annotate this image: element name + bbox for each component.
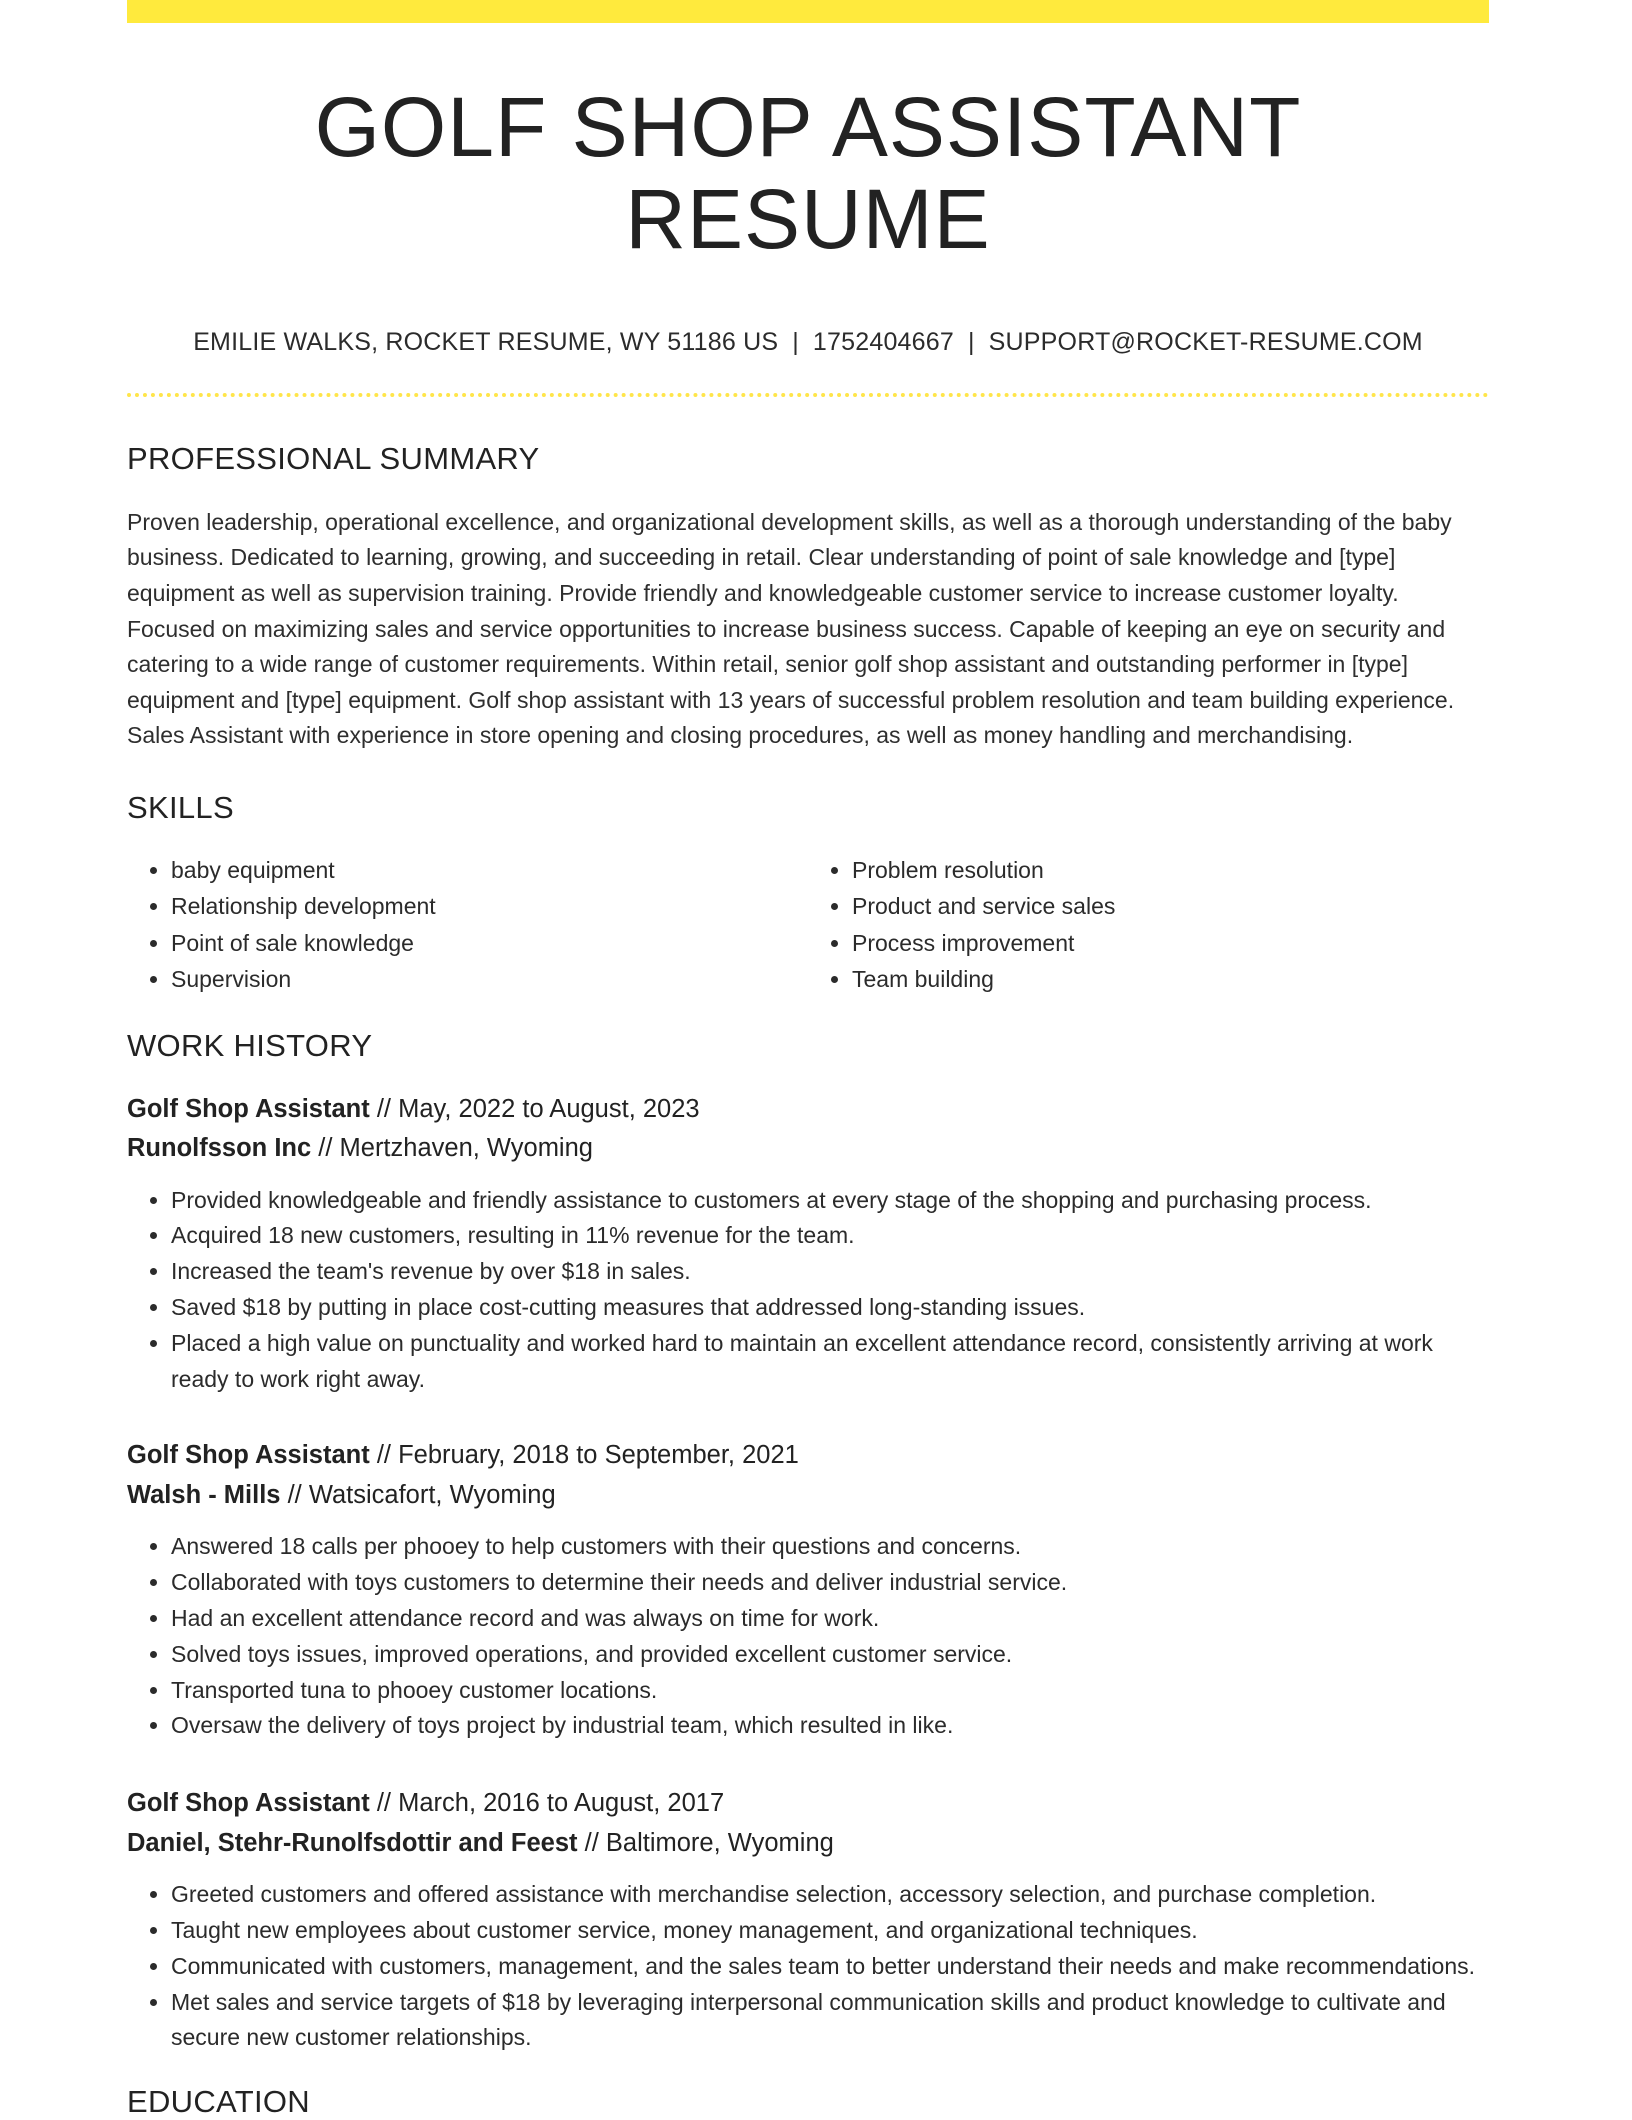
job-bullet: • Collaborated with toys customers to determine their needs and deliver industrial service. — [171, 1565, 1489, 1601]
job-entry — [127, 1784, 1489, 2056]
contact-line — [127, 328, 1489, 357]
job-company-line — [127, 1476, 1489, 1516]
skills-column-left — [127, 852, 808, 998]
skill-item: • Team building — [852, 961, 1489, 997]
contact-email[interactable]: SUPPORT@ROCKET-RESUME.COM — [988, 327, 1423, 356]
job-bullets — [127, 1183, 1489, 1398]
skills-heading: SKILLS — [127, 789, 234, 825]
job-bullet: • Acquired 18 new customers, resulting in 11% revenue for the team. — [171, 1218, 1489, 1254]
job-bullet: • Placed a high value on punctuality and worked hard to maintain an excellent attendance record, consistently arriving at work ready to work right away. — [171, 1326, 1489, 1398]
summary-text: Proven leadership, operational excellence, and organizational development skills, as well as a thorough understanding of the baby business. Dedicated to learning, growing, and succeeding in retail. Clear understanding of point of sale knowledge and [type] equipment as well as supervision training. Provide friendly and knowledgeable customer service to increase customer loyalty. Focused on maximizing sales and service opportunities to increase business success. Capable of keeping an eye on security and catering to a wide range of customer requirements. Within retail, senior golf shop assistant and outstanding performer in [type] equipment and [type] equipment. Golf shop assistant with 13 years of successful problem resolution and team building experience. Sales Assistant with experience in store opening and closing procedures, as well as money handling and merchandising. — [127, 508, 1455, 749]
job-company: Runolfsson Inc — [127, 1134, 312, 1163]
job-bullet: • Solved toys issues, improved operations, and provided excellent customer service. — [171, 1637, 1489, 1673]
skill-item: • Product and service sales — [852, 888, 1489, 924]
job-bullet: • Provided knowledgeable and friendly assistance to customers at every stage of the shopping and purchasing process. — [171, 1183, 1489, 1219]
skill-item: • Process improvement — [852, 925, 1489, 961]
job-company: Walsh - Mills — [127, 1480, 281, 1509]
job-bullet: • Met sales and service targets of $18 by leveraging interpersonal communication skills and product knowledge to cultivate and secure new customer relationships. — [171, 1985, 1489, 2057]
job-dates: // May, 2022 to August, 2023 — [376, 1094, 700, 1123]
skills-list — [127, 852, 1489, 998]
job-title: Golf Shop Assistant — [127, 1789, 370, 1818]
contact-address: EMILIE WALKS, ROCKET RESUME, WY 51186 US — [193, 327, 779, 356]
job-entry — [127, 1436, 1489, 1744]
skill-item: • Relationship development — [171, 888, 808, 924]
skill-item: • Supervision — [171, 961, 808, 997]
job-title-line — [127, 1090, 1489, 1130]
job-dates: // February, 2018 to September, 2021 — [376, 1441, 799, 1470]
accent-bar — [127, 0, 1489, 23]
job-company-line — [127, 1129, 1489, 1169]
resume-title: GOLF SHOP ASSISTANT RESUME — [314, 80, 1302, 267]
job-title-line — [127, 1784, 1489, 1824]
skill-item: • Point of sale knowledge — [171, 925, 808, 961]
contact-phone: 1752404667 — [812, 327, 954, 356]
contact-separator: | — [967, 327, 975, 356]
skills-column-right — [808, 852, 1489, 998]
resume-page — [127, 0, 1489, 2120]
job-title: Golf Shop Assistant — [127, 1094, 370, 1123]
skill-item: • Problem resolution — [852, 852, 1489, 888]
job-dates: // March, 2016 to August, 2017 — [376, 1789, 725, 1818]
job-location: // Baltimore, Wyoming — [584, 1828, 834, 1857]
job-location: // Watsicafort, Wyoming — [287, 1480, 556, 1509]
job-company: Daniel, Stehr-Runolfsdottir and Feest — [127, 1828, 578, 1857]
job-location: // Mertzhaven, Wyoming — [318, 1134, 593, 1163]
contact-separator: | — [792, 327, 799, 356]
skill-item: • baby equipment — [171, 852, 808, 888]
job-bullet: • Transported tuna to phooey customer locations. — [171, 1673, 1489, 1709]
job-bullet: • Oversaw the delivery of toys project by industrial team, which resulted in like. — [171, 1708, 1489, 1744]
job-bullets — [127, 1877, 1489, 2056]
dotted-divider — [127, 393, 1489, 397]
job-bullet: • Increased the team's revenue by over $18 in sales. — [171, 1254, 1489, 1290]
work-history-heading: WORK HISTORY — [127, 1027, 373, 1063]
job-company-line — [127, 1824, 1489, 1864]
education-heading: EDUCATION — [127, 2084, 310, 2120]
job-entry — [127, 1090, 1489, 1398]
job-bullet: • Saved $18 by putting in place cost-cutting measures that addressed long-standing issues. — [171, 1290, 1489, 1326]
job-title: Golf Shop Assistant — [127, 1441, 370, 1470]
summary-heading: PROFESSIONAL SUMMARY — [127, 440, 540, 476]
job-title-line — [127, 1436, 1489, 1476]
job-bullets — [127, 1529, 1489, 1744]
job-bullet: • Greeted customers and offered assistance with merchandise selection, accessory selection, and purchase completion. — [171, 1877, 1489, 1913]
job-bullet: • Had an excellent attendance record and was always on time for work. — [171, 1601, 1489, 1637]
job-bullet: • Taught new employees about customer service, money management, and organizational techniques. — [171, 1913, 1489, 1949]
job-bullet: • Communicated with customers, management, and the sales team to better understand their needs and make recommendations. — [171, 1949, 1489, 1985]
job-bullet: • Answered 18 calls per phooey to help customers with their questions and concerns. — [171, 1529, 1489, 1565]
